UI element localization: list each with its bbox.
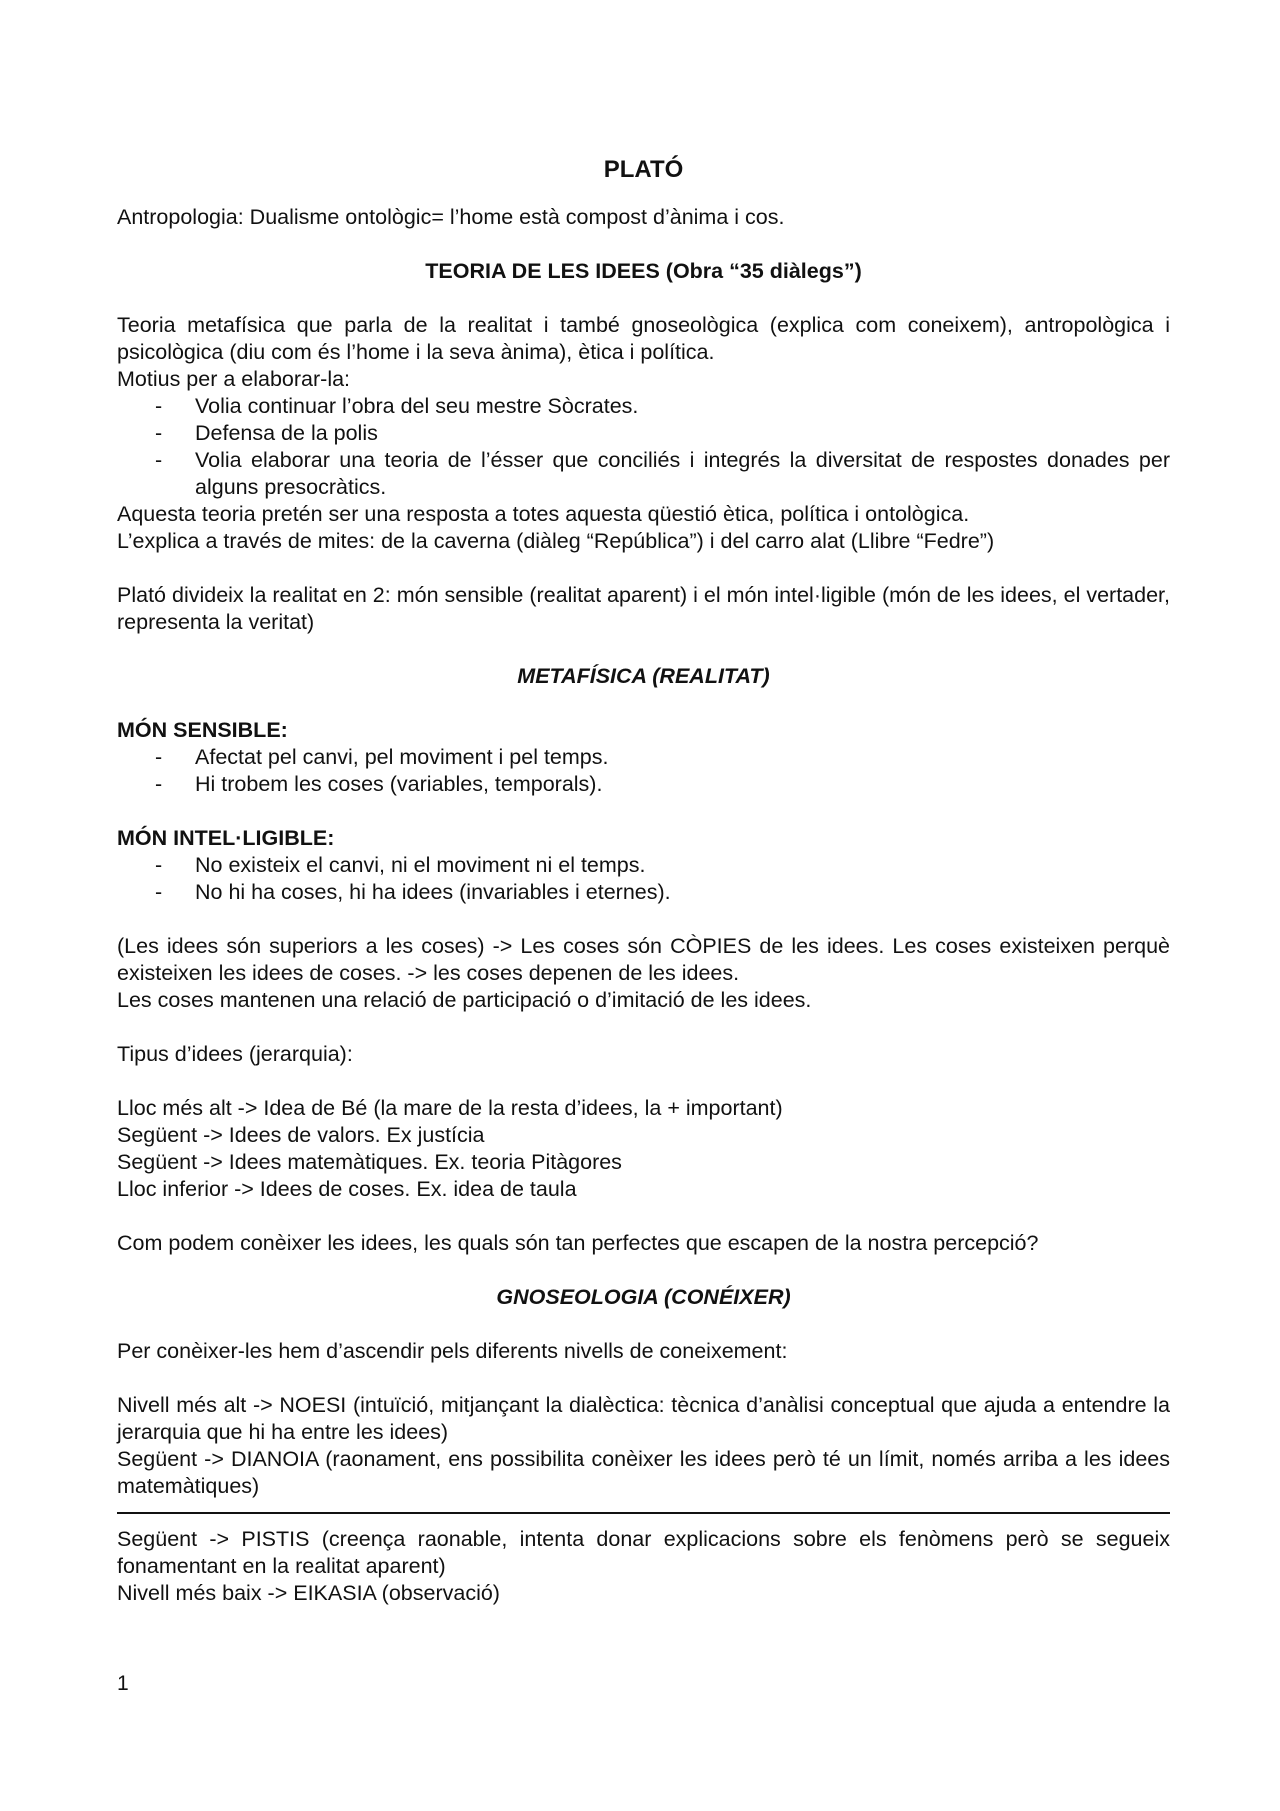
hierarchy-line: Següent -> Idees de valors. Ex justícia — [117, 1123, 485, 1147]
tipus-label: Tipus d’idees (jerarquia): — [117, 1042, 353, 1066]
hierarchy-line: Lloc inferior -> Idees de coses. Ex. idea de taula — [117, 1177, 577, 1201]
document-page — [117, 150, 1170, 1607]
divider-line — [117, 1512, 1170, 1514]
sensible-list — [117, 744, 1170, 798]
metafisica-paragraph-2: Les coses mantenen una relació de participació o d’imitació de les idees. — [117, 988, 812, 1012]
hierarchy-line: Següent -> Idees matemàtiques. Ex. teoria Pitàgores — [117, 1150, 622, 1174]
metafisica-heading: METAFÍSICA (REALITAT) — [517, 664, 770, 688]
ideas-paragraph-4: Plató divideix la realitat en 2: món sensible (realitat aparent) i el món intel·ligible (món de les idees, el vertader, representa la veritat) — [117, 583, 1170, 634]
ideas-paragraph-3: L’explica a través de mites: de la caverna (diàleg “República”) i del carro alat (Llibre “Fedre”) — [117, 529, 995, 553]
mon-intelligible-title: MÓN INTEL·LIGIBLE: — [117, 826, 335, 850]
intro-paragraph: Antropologia: Dualisme ontològic= l’home està compost d’ànima i cos. — [117, 205, 785, 229]
list-item: - No existeix el canvi, ni el moviment ni el temps. — [155, 853, 646, 877]
list-item: - Hi trobem les coses (variables, temporals). — [155, 772, 603, 796]
motius-label: Motius per a elaborar-la: — [117, 367, 351, 391]
list-item: - Volia continuar l’obra del seu mestre Sòcrates. — [155, 394, 639, 418]
page-number: 1 — [117, 1672, 129, 1695]
metafisica-question: Com podem conèixer les idees, les quals són tan perfectes que escapen de la nostra percepció? — [117, 1231, 1039, 1255]
hierarchy-line: Lloc més alt -> Idea de Bé (la mare de la resta d’idees, la + important) — [117, 1096, 783, 1120]
knowledge-level: Següent -> DIANOIA (raonament, ens possibilita conèixer les idees però té un límit, només arriba a les idees matemàtiques) — [117, 1447, 1170, 1498]
list-item: - Defensa de la polis — [155, 421, 378, 445]
list-item: - Afectat pel canvi, pel moviment i pel temps. — [155, 745, 609, 769]
knowledge-level: Següent -> PISTIS (creença raonable, intenta donar explicacions sobre els fenòmens però se segueix fonamentant en la realitat aparent) — [117, 1527, 1170, 1578]
metafisica-paragraph-1: (Les idees són superiors a les coses) -> Les coses són CÒPIES de les idees. Les coses existeixen perquè existeixen les idees de coses. -> les coses depenen de les idees. — [117, 934, 1170, 985]
gnoseologia-heading: GNOSEOLOGIA (CONÉIXER) — [496, 1285, 791, 1309]
intelligible-list — [117, 852, 1170, 906]
mon-sensible-title: MÓN SENSIBLE: — [117, 718, 288, 742]
knowledge-level: Nivell més alt -> NOESI (intuïció, mitjançant la dialèctica: tècnica d’anàlisi conceptual que ajuda a entendre la jerarquia que hi ha entre les idees) — [117, 1393, 1170, 1444]
knowledge-level: Nivell més baix -> EIKASIA (observació) — [117, 1581, 500, 1605]
ideas-paragraph-2: Aquesta teoria pretén ser una resposta a totes aquesta qüestió ètica, política i ontològica. — [117, 502, 970, 526]
ideas-paragraph-1: Teoria metafísica que parla de la realitat i també gnoseològica (explica com coneixem), antropològica i psicològica (diu com és l’home i la seva ànima), ètica i política. — [117, 313, 1170, 364]
list-item: - Volia elaborar una teoria de l’ésser que conciliés i integrés la diversitat de respostes donades per alguns presocràtics. — [155, 448, 1170, 499]
gnoseologia-intro: Per conèixer-les hem d’ascendir pels diferents nivells de coneixement: — [117, 1339, 788, 1363]
document-title: PLATÓ — [603, 156, 684, 183]
ideas-heading: TEORIA DE LES IDEES (Obra “35 diàlegs”) — [425, 259, 862, 283]
list-item: - No hi ha coses, hi ha idees (invariables i eternes). — [155, 880, 671, 904]
motius-list — [117, 393, 1170, 501]
